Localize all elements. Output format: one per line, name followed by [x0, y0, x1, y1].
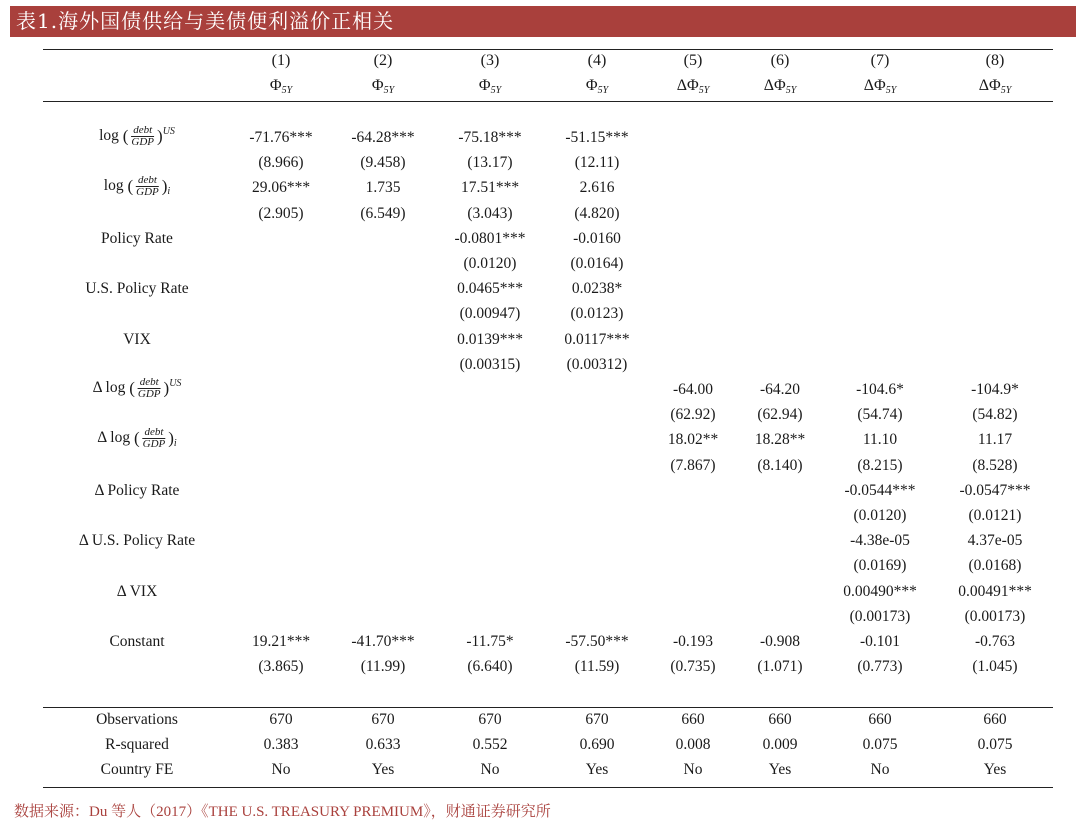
standard-error-value: (0.00173): [964, 607, 1026, 625]
dependent-symbol: ΔΦ: [763, 77, 786, 94]
column-dependent-variable: [677, 77, 710, 96]
stat-value: Yes: [585, 761, 609, 778]
close-paren: ): [163, 378, 170, 398]
dependent-subscript: 5Y: [490, 85, 502, 96]
stat-value: 0.633: [365, 736, 401, 753]
coefficient-value: 18.28**: [754, 431, 806, 449]
dependent-subscript: 5Y: [383, 85, 395, 96]
log-prefix: Δ log: [97, 429, 134, 447]
stat-label: Observations: [96, 711, 178, 728]
log-prefix: log: [103, 177, 128, 195]
coefficient-value: -51.15***: [565, 129, 629, 146]
dependent-subscript: 5Y: [698, 85, 710, 96]
dependent-symbol: Φ: [585, 77, 598, 94]
coefficient-value: 0.00491***: [958, 582, 1032, 600]
dependent-subscript: 5Y: [785, 85, 797, 96]
stat-value: 660: [681, 711, 705, 728]
standard-error-value: (8.528): [972, 456, 1018, 474]
row-label: Constant: [109, 633, 165, 650]
stats-rule: [43, 707, 1053, 708]
standard-error-value: (2.905): [258, 204, 304, 222]
fraction-denominator: GDP: [131, 136, 155, 148]
coefficient-value: 18.02**: [667, 431, 719, 449]
stat-value: No: [271, 761, 291, 778]
coefficient-value: 0.0117***: [564, 330, 630, 348]
standard-error-value: (0.0120): [853, 507, 907, 524]
column-number: (4): [587, 52, 607, 69]
coefficient-value: -0.193: [672, 633, 714, 650]
column-number: (2): [373, 52, 393, 69]
coefficient-value: -0.0544***: [844, 481, 916, 499]
coefficient-value: 17.51***: [460, 179, 520, 197]
stat-value: 0.690: [579, 736, 615, 753]
superscript: US: [162, 125, 175, 137]
stat-value: 0.075: [862, 736, 898, 753]
column-dependent-variable: [372, 77, 394, 96]
row-label: VIX: [123, 330, 151, 348]
standard-error-value: (6.549): [360, 204, 406, 222]
dependent-symbol: ΔΦ: [863, 77, 886, 94]
superscript: US: [169, 377, 182, 389]
coefficient-value: 19.21***: [251, 633, 311, 650]
standard-error-value: (3.865): [258, 658, 304, 676]
stat-value: 0.552: [472, 736, 508, 753]
standard-error-value: (62.94): [757, 406, 803, 424]
coefficient-value: -57.50***: [565, 633, 629, 650]
bottom-rule: [43, 787, 1053, 788]
coefficient-value: 29.06***: [251, 179, 311, 197]
fraction-numerator: debt: [137, 174, 157, 187]
coefficient-value: -0.908: [759, 633, 801, 650]
coefficient-value: -64.28***: [351, 129, 415, 146]
dependent-symbol: ΔΦ: [978, 77, 1001, 94]
standard-error-value: (0.0164): [570, 255, 624, 272]
standard-error-value: (54.74): [857, 406, 903, 424]
debt-gdp-fraction: [141, 427, 168, 450]
fraction-denominator: GDP: [142, 438, 166, 451]
standard-error-value: (0.735): [670, 658, 716, 676]
row-label: [104, 175, 170, 198]
column-number: (1): [271, 52, 291, 69]
fraction-denominator: GDP: [136, 186, 159, 199]
coefficient-value: 0.0238*: [571, 280, 623, 298]
column-dependent-variable: [864, 77, 897, 96]
coefficient-value: 0.0139***: [457, 330, 523, 348]
stat-value: Yes: [768, 761, 792, 778]
subscript: i: [167, 186, 171, 198]
open-paren: (: [122, 126, 129, 146]
fraction-denominator: GDP: [137, 388, 161, 400]
column-dependent-variable: [586, 77, 608, 96]
open-paren: (: [133, 428, 140, 448]
stat-value: 670: [478, 711, 502, 728]
column-number: (8): [985, 52, 1005, 69]
stat-value: Yes: [983, 761, 1007, 778]
coefficient-value: 0.0465***: [457, 280, 523, 298]
log-prefix: log: [99, 127, 123, 145]
close-paren: ): [168, 428, 174, 448]
standard-error-value: (62.92): [670, 406, 716, 424]
log-prefix: Δ log: [92, 379, 130, 397]
standard-error-value: (13.17): [467, 154, 513, 172]
row-label: Δ Policy Rate: [94, 481, 180, 499]
standard-error-value: (0.00947): [459, 305, 521, 323]
standard-error-value: (0.0121): [968, 507, 1022, 524]
stat-label: Country FE: [100, 761, 174, 778]
column-dependent-variable: [479, 77, 501, 96]
close-paren: ): [161, 176, 168, 196]
table-title: 表1.海外国债供给与美债便利溢价正相关: [10, 6, 1076, 37]
subscript: i: [173, 438, 177, 450]
stat-value: 0.383: [263, 736, 299, 753]
stat-value: 660: [868, 711, 892, 728]
standard-error-value: (54.82): [972, 406, 1018, 424]
coefficient-value: -0.101: [859, 633, 901, 650]
coefficient-value: -4.38e-05: [850, 532, 910, 550]
standard-error-value: (0.00312): [566, 355, 628, 373]
coefficient-value: -0.0160: [573, 229, 621, 247]
stat-value: 0.008: [675, 736, 711, 753]
stat-value: 670: [371, 711, 395, 728]
coefficient-value: -75.18***: [458, 129, 522, 146]
row-label: Δ U.S. Policy Rate: [78, 532, 196, 550]
column-number: (3): [480, 52, 500, 69]
standard-error-value: (8.215): [857, 456, 903, 474]
column-dependent-variable: [979, 77, 1012, 96]
standard-error-value: (1.071): [757, 658, 803, 676]
standard-error-value: (0.00315): [459, 355, 521, 373]
coefficient-value: -64.00: [672, 381, 714, 398]
fraction-numerator: debt: [133, 124, 153, 136]
fraction-numerator: debt: [139, 376, 159, 388]
source-note: 数据来源：Du 等人（2017）《THE U.S. TREASURY PREMIUM》，财通证券研究所: [14, 804, 551, 820]
stat-value: No: [870, 761, 890, 778]
row-label: U.S. Policy Rate: [85, 280, 189, 298]
standard-error-value: (3.043): [467, 204, 513, 222]
coefficient-value: 4.37e-05: [967, 532, 1023, 550]
dependent-subscript: 5Y: [281, 85, 293, 96]
debt-gdp-fraction: [129, 125, 156, 148]
stat-value: Yes: [371, 761, 395, 778]
standard-error-value: (12.11): [574, 154, 620, 172]
stat-value: No: [480, 761, 500, 778]
debt-gdp-fraction: [134, 175, 161, 198]
coefficient-value: -104.9*: [971, 381, 1019, 398]
open-paren: (: [129, 378, 135, 398]
row-label: Δ VIX: [116, 582, 158, 600]
standard-error-value: (6.640): [467, 658, 513, 676]
standard-error-value: (0.00173): [849, 607, 911, 625]
coefficient-value: -41.70***: [351, 633, 415, 650]
header-rule: [43, 101, 1053, 102]
fraction-numerator: debt: [144, 426, 164, 439]
column-number: (5): [683, 52, 703, 69]
column-number: (7): [870, 52, 890, 69]
debt-gdp-fraction: [136, 377, 163, 400]
coefficient-value: -11.75*: [466, 633, 514, 650]
open-paren: (: [127, 176, 134, 196]
standard-error-value: (0.0168): [968, 557, 1022, 575]
row-label: [93, 377, 182, 400]
column-dependent-variable: [764, 77, 797, 96]
standard-error-value: (1.045): [972, 658, 1018, 676]
standard-error-value: (0.0123): [570, 305, 624, 323]
stat-value: 660: [983, 711, 1007, 728]
coefficient-value: -0.763: [974, 633, 1016, 650]
column-dependent-variable: [270, 77, 292, 96]
coefficient-value: 11.17: [977, 431, 1013, 449]
coefficient-value: 0.00490***: [843, 582, 917, 600]
stat-value: 670: [269, 711, 293, 728]
stat-value: 0.075: [977, 736, 1013, 753]
standard-error-value: (8.140): [757, 456, 803, 474]
standard-error-value: (7.867): [670, 456, 716, 474]
close-paren: ): [157, 126, 163, 146]
standard-error-value: (11.59): [574, 658, 620, 676]
dependent-subscript: 5Y: [597, 85, 609, 96]
coefficient-value: -71.76***: [249, 129, 313, 146]
coefficient-value: -64.20: [759, 381, 801, 398]
standard-error-value: (0.0169): [853, 557, 907, 575]
coefficient-value: 11.10: [862, 431, 898, 449]
dependent-symbol: ΔΦ: [676, 77, 699, 94]
coefficient-value: 2.616: [579, 179, 615, 197]
standard-error-value: (4.820): [574, 204, 620, 222]
standard-error-value: (0.0120): [463, 255, 517, 272]
stat-value: 0.009: [762, 736, 798, 753]
coefficient-value: -0.0547***: [959, 481, 1031, 499]
coefficient-value: -104.6*: [856, 381, 904, 398]
dependent-subscript: 5Y: [885, 85, 897, 96]
dependent-symbol: Φ: [478, 77, 491, 94]
stat-value: 670: [585, 711, 609, 728]
top-rule: [43, 49, 1053, 50]
stat-value: 660: [768, 711, 792, 728]
dependent-symbol: Φ: [269, 77, 282, 94]
standard-error-value: (8.966): [258, 154, 304, 172]
standard-error-value: (11.99): [360, 658, 406, 676]
standard-error-value: (0.773): [857, 658, 903, 676]
dependent-symbol: Φ: [371, 77, 384, 94]
row-label: Policy Rate: [101, 229, 173, 247]
coefficient-value: -0.0801***: [454, 229, 526, 247]
row-label: [97, 427, 176, 450]
dependent-subscript: 5Y: [1000, 85, 1012, 96]
stat-value: No: [683, 761, 703, 778]
coefficient-value: 1.735: [365, 179, 401, 197]
column-number: (6): [770, 52, 790, 69]
standard-error-value: (9.458): [360, 154, 406, 172]
stat-label: R-squared: [105, 736, 169, 753]
row-label: [99, 125, 175, 148]
